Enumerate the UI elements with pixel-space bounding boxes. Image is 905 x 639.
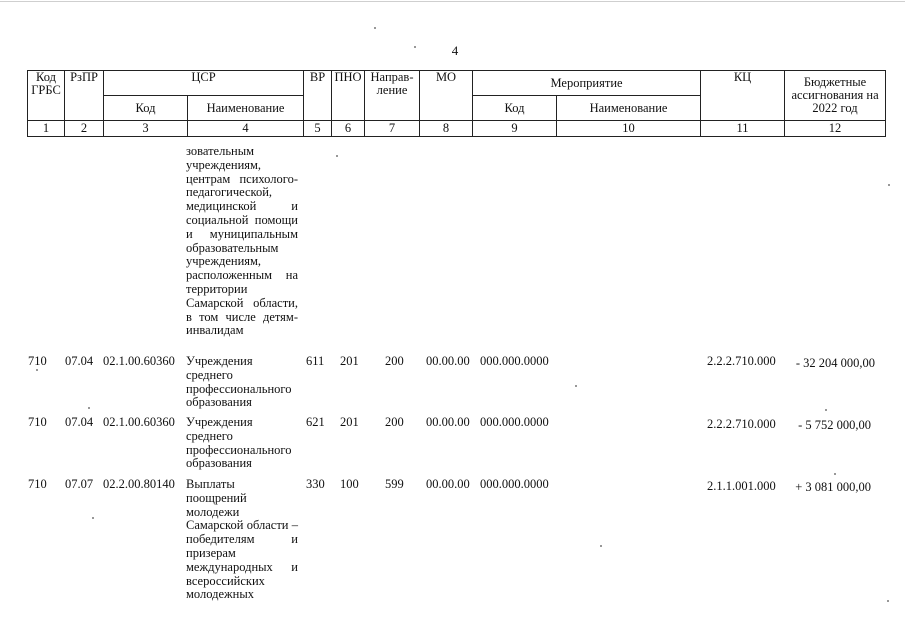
scan-speck: [575, 385, 577, 387]
header-csr-name: Наименование: [188, 96, 304, 121]
cell-rzpr: 07.04: [65, 415, 94, 429]
scan-speck: [414, 46, 416, 48]
header-num-10: 10: [557, 121, 701, 137]
header-num-4: 4: [188, 121, 304, 137]
header-num-3: 3: [104, 121, 188, 137]
cell-grbs: 710: [28, 354, 47, 368]
scan-speck: [36, 369, 38, 371]
scan-speck: [887, 600, 889, 602]
cell-event-code: 000.000.0000: [480, 477, 549, 491]
scan-speck: [834, 473, 836, 475]
cell-event-code: 000.000.0000: [480, 354, 549, 368]
page-number: 4: [451, 43, 459, 58]
header-csr: ЦСР: [104, 71, 304, 96]
cell-kc: 2.2.2.710.000: [707, 354, 776, 368]
cell-mo: 00.00.00: [426, 415, 470, 429]
header-num-9: 9: [473, 121, 557, 137]
table-body: [0, 144, 905, 639]
cell-direction: 200: [385, 354, 404, 368]
cell-kc: 2.2.2.710.000: [707, 417, 776, 431]
scan-speck: [600, 545, 602, 547]
cell-pno: 201: [340, 415, 359, 429]
header-num-2: 2: [65, 121, 104, 137]
cell-event-code: 000.000.0000: [480, 415, 549, 429]
cell-amount: - 32 204 000,00: [795, 356, 875, 370]
scan-speck: [825, 409, 827, 411]
header-kc: КЦ: [701, 71, 785, 121]
header-num-7: 7: [365, 121, 420, 137]
cell-pno: 100: [340, 477, 359, 491]
header-num-12: 12: [785, 121, 886, 137]
cell-rzpr: 07.07: [65, 477, 94, 491]
header-event: Мероприятие: [473, 71, 701, 96]
scan-speck: [888, 184, 890, 186]
cell-vr: 611: [306, 354, 325, 368]
cell-amount: - 5 752 000,00: [798, 418, 871, 432]
cell-csr-name: Учреждения среднего профессионального образования: [186, 415, 292, 471]
header-grbs: Код ГРБС: [28, 71, 65, 121]
header-num-8: 8: [420, 121, 473, 137]
header-num-1: 1: [28, 121, 65, 137]
header-csr-code: Код: [104, 96, 188, 121]
scan-speck: [336, 155, 338, 157]
scan-speck: [88, 407, 90, 409]
cell-csr-code: 02.2.00.80140: [103, 477, 175, 491]
cell-grbs: 710: [28, 477, 47, 491]
header-vr: ВР: [304, 71, 332, 121]
cell-kc: 2.1.1.001.000: [707, 479, 776, 493]
cell-rzpr: 07.04: [65, 354, 94, 368]
header-num-11: 11: [701, 121, 785, 137]
cell-csr-name: Выплаты поощрений молодежи Самарской области – победителям и призерам международных и всероссийских молодежных: [186, 477, 298, 602]
cell-mo: 00.00.00: [426, 477, 470, 491]
table-header: [27, 70, 886, 137]
cell-direction: 200: [385, 415, 404, 429]
cell-csr-name: Учреждения среднего профессионального образования: [186, 354, 292, 410]
header-event-name: Наименование: [557, 96, 701, 121]
scan-speck: [92, 517, 94, 519]
cell-amount: + 3 081 000,00: [795, 480, 871, 494]
cell-pno: 201: [340, 354, 359, 368]
header-pno: ПНО: [332, 71, 365, 121]
page-top-rule: [0, 1, 905, 2]
header-num-5: 5: [304, 121, 332, 137]
header-direction: Направ-ление: [365, 71, 420, 121]
cell-grbs: 710: [28, 415, 47, 429]
scan-speck: [374, 27, 376, 29]
cell-direction: 599: [385, 477, 404, 491]
header-budget: Бюджетные ассигнования на 2022 год: [785, 71, 886, 121]
header-rzpr: РзПР: [65, 71, 104, 121]
cell-mo: 00.00.00: [426, 354, 470, 368]
cell-vr: 621: [306, 415, 325, 429]
header-mo: МО: [420, 71, 473, 121]
header-num-6: 6: [332, 121, 365, 137]
header-event-code: Код: [473, 96, 557, 121]
cell-vr: 330: [306, 477, 325, 491]
continuation-text: зовательным учреждениям, центрам психолого-педагогической, медицинской и социальной помощи и муниципальным образовательным учреждениям, расположенным на территории Самарской области, в том числе детям-инвалидам: [186, 144, 298, 338]
cell-csr-code: 02.1.00.60360: [103, 415, 175, 429]
cell-csr-code: 02.1.00.60360: [103, 354, 175, 368]
